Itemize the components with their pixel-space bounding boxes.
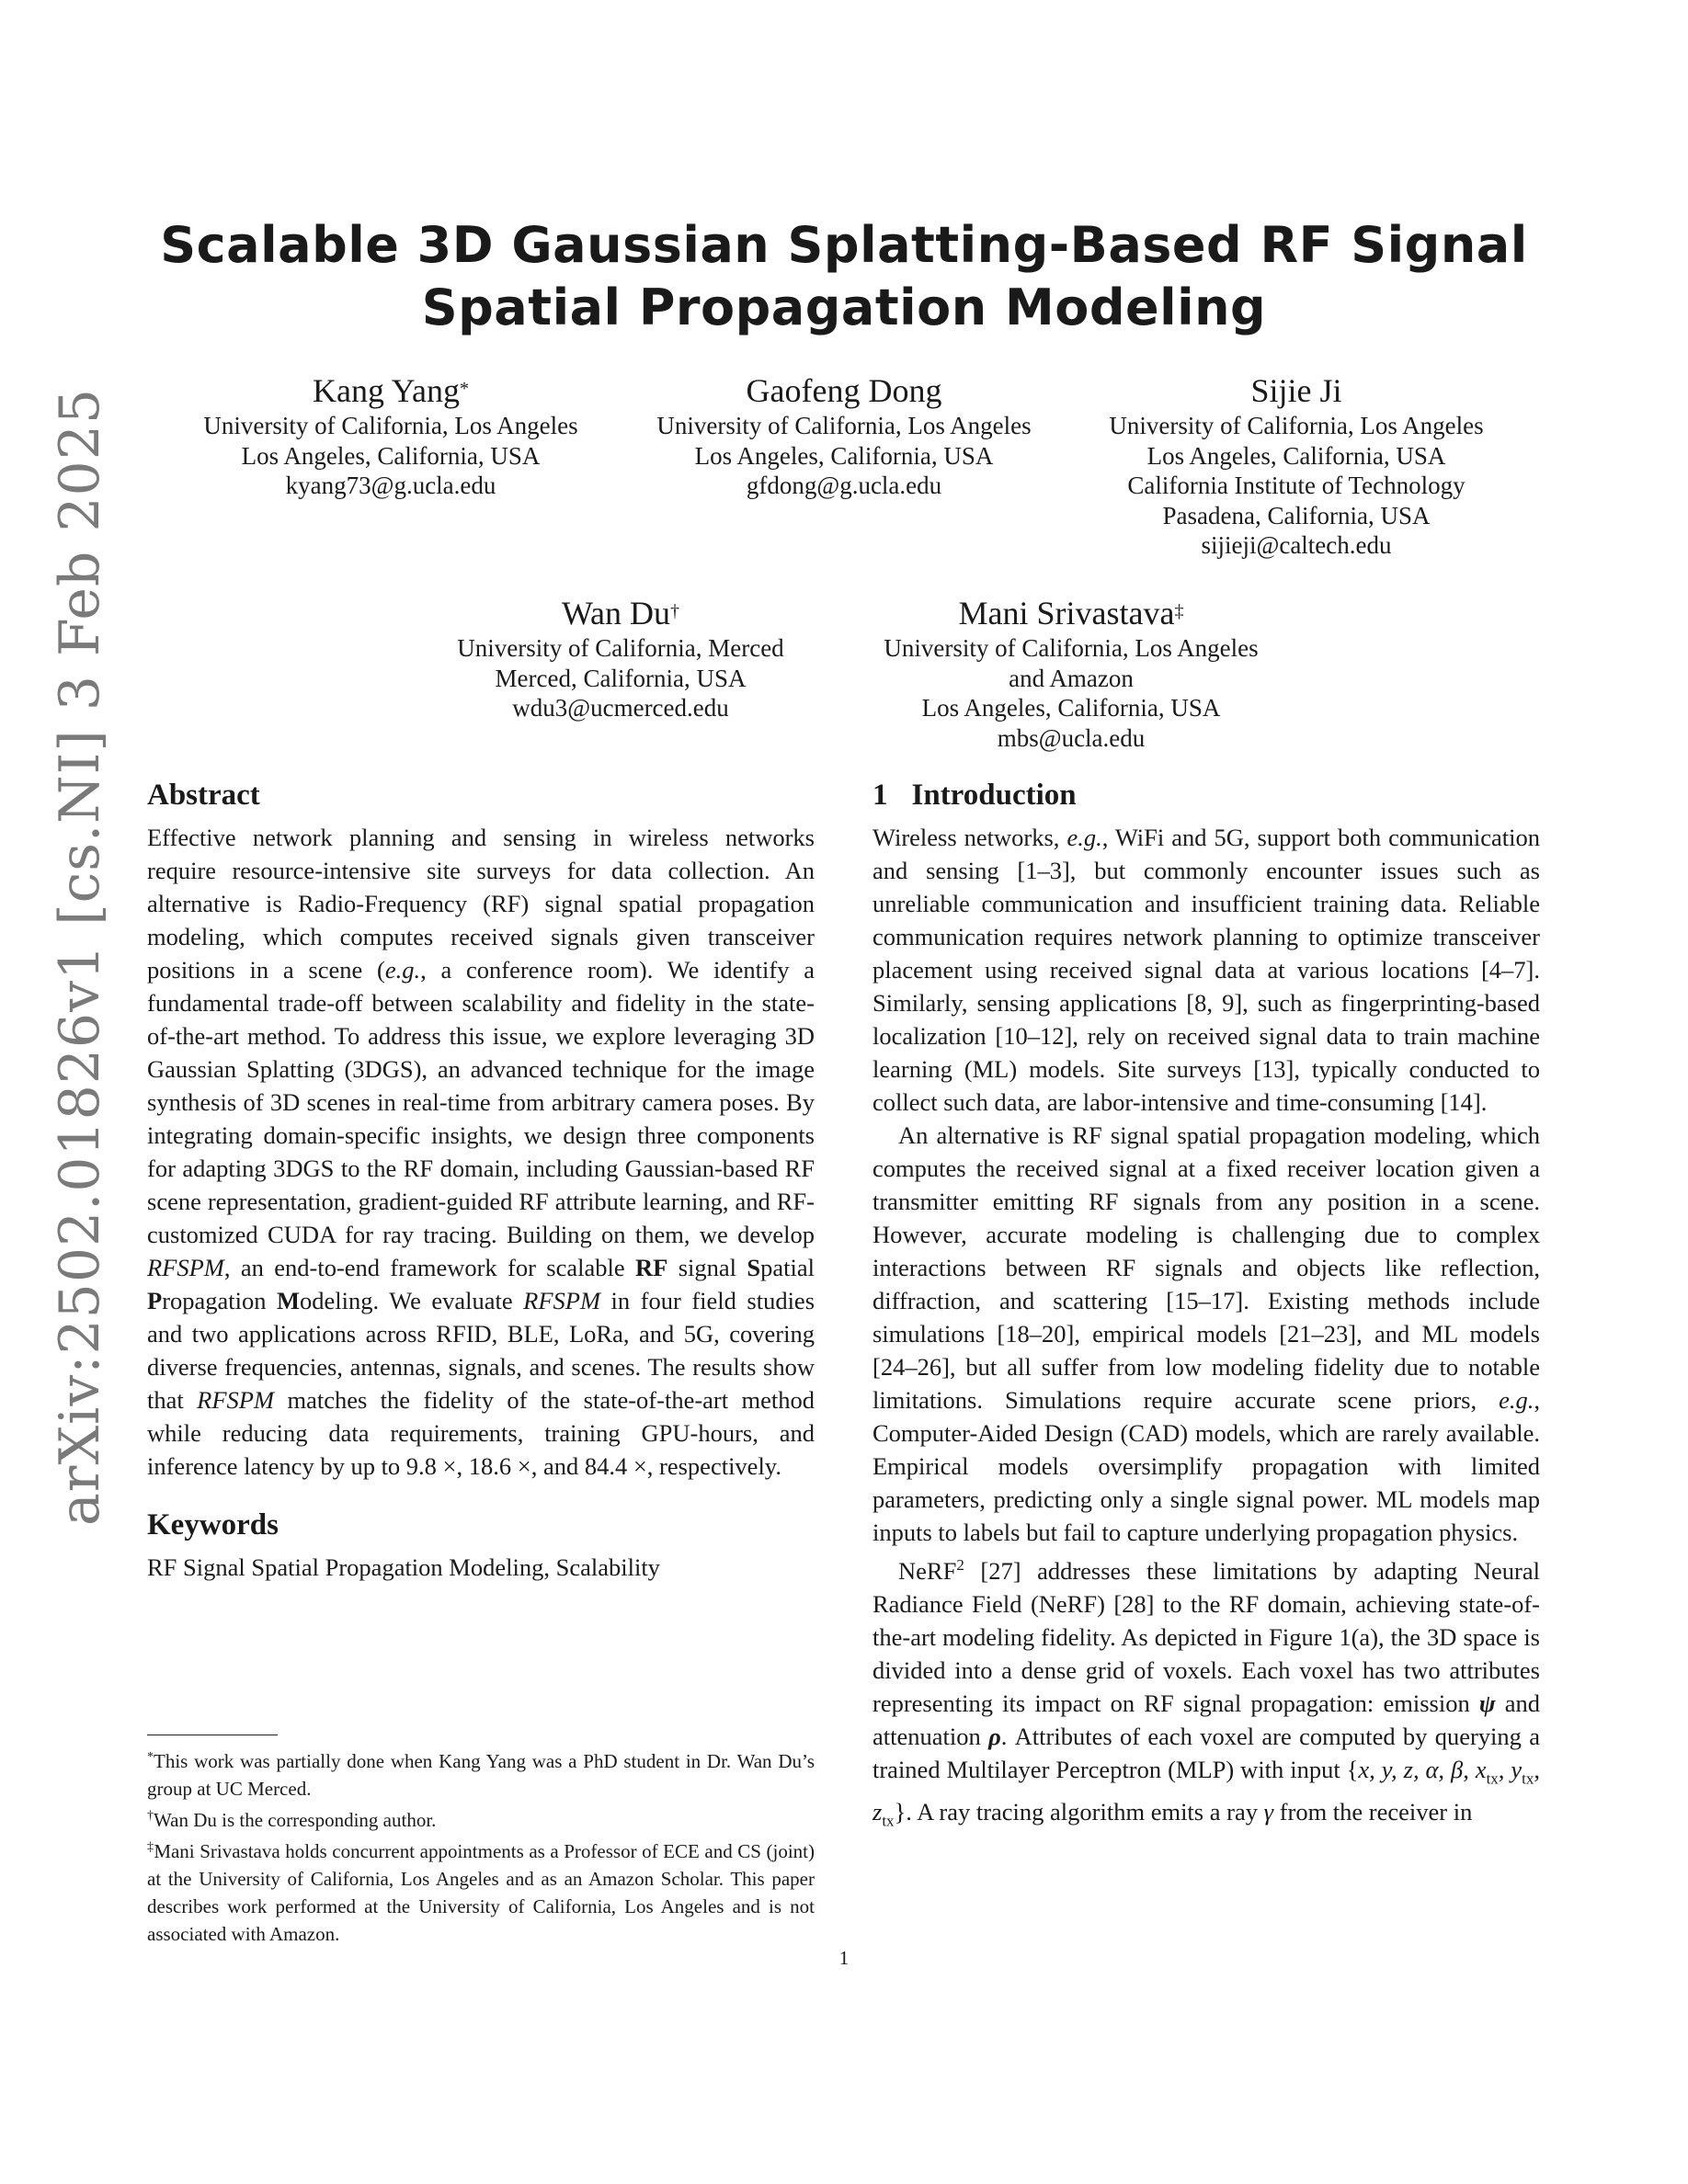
author-block-sijie-ji <box>1053 371 1540 561</box>
author-email: gfdong@g.ucla.edu <box>746 472 942 499</box>
author-name: Sijie Ji <box>1250 372 1342 409</box>
author-affiliation-2: and Amazon <box>1009 664 1134 692</box>
left-column <box>147 777 815 1584</box>
keywords-heading: Keywords <box>147 1508 279 1541</box>
author-location: Los Angeles, California, USA <box>241 441 541 470</box>
author-name: Gaofeng Dong <box>746 372 942 409</box>
author-mark: * <box>460 379 469 399</box>
author-email: kyang73@g.ucla.edu <box>285 472 496 499</box>
author-block-wan-du <box>386 594 855 723</box>
page-number: 1 <box>838 1947 850 1969</box>
author-name: Wan Du <box>561 595 671 631</box>
author-name: Kang Yang <box>312 372 460 409</box>
title-line-2: Spatial Propagation Modeling <box>421 279 1267 336</box>
author-location: Merced, California, USA <box>495 664 747 692</box>
author-affiliation: University of California, Los Angeles <box>203 412 578 439</box>
author-block-kang-yang <box>147 371 634 501</box>
footnote-3: ‡Mani Srivastava holds concurrent appointments as a Professor of ECE and CS (joint) at the University of California, Los Angeles and as an Amazon Scholar. This paper describes work performed at the University of California, Los Angeles and is not associated with Amazon. <box>147 1840 815 1945</box>
author-block-gaofeng-dong <box>600 371 1088 501</box>
author-location: Los Angeles, California, USA <box>921 694 1221 722</box>
paper-title <box>147 214 1541 339</box>
author-location: Los Angeles, California, USA <box>1146 441 1446 470</box>
author-block-mani-srivastava <box>827 594 1315 753</box>
author-affiliation-2: California Institute of Technology <box>1127 472 1466 499</box>
title-line-1: Scalable 3D Gaussian Splatting-Based RF Signal <box>160 216 1528 274</box>
author-name: Mani Srivastava <box>958 595 1175 631</box>
footnote-1: *This work was partially done when Kang Yang was a PhD student in Dr. Wan Du’s group at UC Merced. <box>147 1750 815 1800</box>
intro-paragraph-1: Wireless networks, e.g., WiFi and 5G, support both communication and sensing [1–3], but commonly encounter issues such as unreliable communication and insufficient training data. Reliable communication requires network planning to optimize transceiver placement using received signal data at various locations [4–7]. Similarly, sensing applications [8, 9], such as fingerprinting-based localization [10–12], rely on received signal data to train machine learning (ML) models. Site surveys [13], typically conducted to collect such data, are labor-intensive and time-consuming [14]. <box>873 824 1540 1116</box>
abstract-heading: Abstract <box>147 779 260 812</box>
author-affiliation: University of California, Merced <box>457 634 784 662</box>
author-affiliation: University of California, Los Angeles <box>1109 412 1484 439</box>
author-location: Los Angeles, California, USA <box>694 441 994 470</box>
footnotes <box>147 1744 815 1948</box>
right-column <box>873 777 1540 1837</box>
author-email: wdu3@ucmerced.edu <box>512 694 729 722</box>
author-mark: ‡ <box>1174 601 1184 621</box>
arxiv-identifier: arXiv:2502.01826v1 [cs.NI] 3 Feb 2025 <box>48 387 112 1526</box>
intro-paragraph-2: An alternative is RF signal spatial propagation modeling, which computes the received signal at a fixed receiver location given a transmitter emitting RF signals from any position in a scene. However, accurate modeling is challenging due to complex interactions between RF signals and objects like reflection, diffraction, and scattering [15–17]. Existing methods include simulations [18–20], empirical models [21–23], and ML models [24–26], but all suffer from low modeling fidelity due to notable limitations. Simulations require accurate scene priors, e.g., Computer-Aided Design (CAD) models, which are rarely available. Empirical models oversimplify propagation with limited parameters, predicting only a single signal power. ML models map inputs to labels but fail to capture underlying propagation physics. <box>873 1121 1540 1546</box>
author-email: mbs@ucla.edu <box>997 723 1146 752</box>
author-affiliation: University of California, Los Angeles <box>656 412 1032 439</box>
abstract-text: Effective network planning and sensing in wireless networks require resource-intensive site surveys for data collection. An alternative is Radio-Frequency (RF) signal spatial propagation modeling, which computes received signals given transceiver positions in a scene (e.g., a conference room). We identify a fundamental trade-off between scalability and fidelity in the state-of-the-art method. To address this issue, we explore leveraging 3D Gaussian Splatting (3DGS), an advanced technique for the image synthesis of 3D scenes in real-time from arbitrary camera poses. By integrating domain-specific insights, we design three components for adapting 3DGS to the RF domain, including Gaussian-based RF scene representation, gradient-guided RF attribute learning, and RF-customized CUDA for ray tracing. Building on them, we develop RFSPM, an end-to-end framework for scalable RF signal Spatial Propagation Modeling. We evaluate RFSPM in four field studies and two applications across RFID, BLE, LoRa, and 5G, covering diverse frequencies, antennas, signals, and scenes. The results show that RFSPM matches the fidelity of the state-of-the-art method while reducing data requirements, training GPU-hours, and inference latency by up to 9.8 ×, 18.6 ×, and 84.4 ×, respectively. <box>147 824 815 1480</box>
introduction-heading: 1 Introduction <box>873 779 1077 812</box>
footnote-2: †Wan Du is the corresponding author. <box>147 1809 437 1831</box>
intro-paragraph-3: NeRF$^2$ [27] addresses these limitations by adapting Neural Radiance Field (NeRF) [28] to the RF domain, achieving state-of-the-art modeling fidelity. As depicted in Figure 1(a), the 3D space is divided into a dense grid of voxels. Each voxel has two attributes representing its impact on RF signal propagation: emission ψ and attenuation ρ. Attributes of each voxel are computed by querying a trained Multilayer Perceptron (MLP) with input {x, y, z, α, β, $x_{tx}$, $y_{tx}$, $z_{tx}$}. A ray tracing algorithm emits a ray γ from the receiver in <box>873 1556 1540 1830</box>
keywords-text: RF Signal Spatial Propagation Modeling, Scalability <box>147 1553 660 1581</box>
author-mark: † <box>670 601 680 621</box>
author-email: sijieji@caltech.edu <box>1201 531 1392 559</box>
author-location-2: Pasadena, California, USA <box>1162 501 1431 529</box>
author-affiliation: University of California, Los Angeles <box>884 634 1259 662</box>
